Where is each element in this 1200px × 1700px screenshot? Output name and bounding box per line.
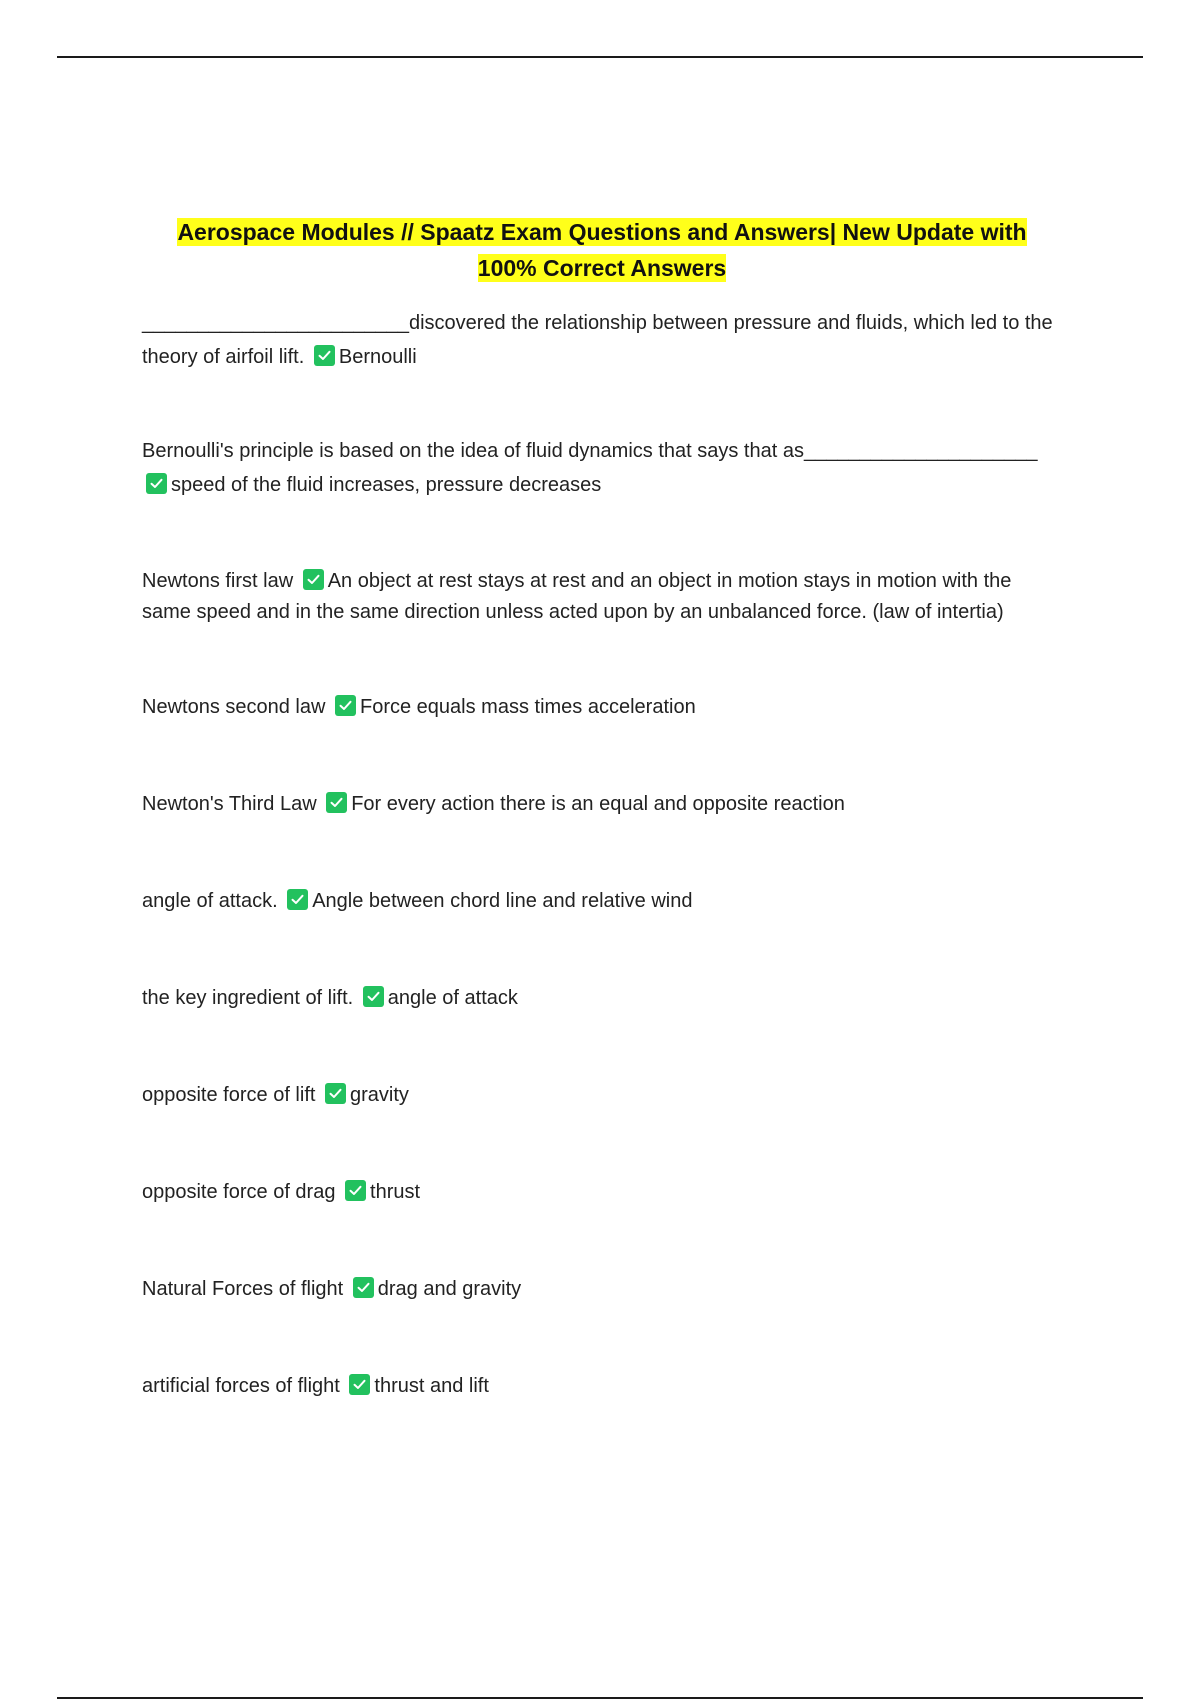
qa-item-8 (142, 1078, 1062, 1112)
footer-rule (57, 1697, 1143, 1699)
answer-text: thrust (370, 1181, 421, 1203)
question-text: ________________________discovered the relationship between pressure and fluids, which led to the theory of airfoil lift. (142, 312, 1053, 368)
check-icon (314, 345, 335, 366)
qa-item-10 (142, 1272, 1062, 1306)
header-rule (57, 56, 1143, 58)
qa-item-4 (142, 690, 1062, 724)
qa-item-5 (142, 787, 1062, 821)
check-icon (345, 1180, 366, 1201)
question-text: the key ingredient of lift. (142, 987, 354, 1009)
document-title (142, 214, 1062, 286)
answer-text: angle of attack (387, 987, 518, 1009)
answer-text: speed of the fluid increases, pressure decreases (171, 474, 602, 496)
qa-item-1 (142, 306, 1062, 374)
qa-item-2 (142, 434, 1062, 502)
title-line-1: Aerospace Modules // Spaatz Exam Questions and Answers| New Update with (177, 219, 1027, 245)
question-text: opposite force of drag (142, 1181, 336, 1203)
check-icon (303, 569, 324, 590)
question-text: artificial forces of flight (142, 1375, 340, 1397)
answer-text: thrust and lift (374, 1375, 489, 1397)
answer-text: For every action there is an equal and opposite reaction (351, 793, 845, 815)
answer-text: Angle between chord line and relative wind (312, 890, 693, 912)
title-line-2: 100% Correct Answers (477, 255, 727, 281)
check-icon (146, 473, 167, 494)
qa-item-7 (142, 981, 1062, 1015)
check-icon (326, 792, 347, 813)
qa-item-11 (142, 1369, 1062, 1403)
question-text: opposite force of lift (142, 1084, 316, 1106)
answer-text: Bernoulli (338, 346, 417, 368)
check-icon (353, 1277, 374, 1298)
check-icon (363, 986, 384, 1007)
qa-item-6 (142, 884, 1062, 918)
answer-text: drag and gravity (377, 1278, 522, 1300)
question-text: Newtons first law (142, 570, 294, 592)
answer-text: gravity (350, 1084, 409, 1106)
question-text: Natural Forces of flight (142, 1278, 344, 1300)
qa-item-9 (142, 1175, 1062, 1209)
check-icon (349, 1374, 370, 1395)
check-icon (287, 889, 308, 910)
question-text: Newtons second law (142, 696, 326, 718)
question-text: Bernoulli's principle is based on the idea of fluid dynamics that says that as_____________________ (142, 440, 1038, 462)
check-icon (325, 1083, 346, 1104)
qa-item-3 (142, 566, 1062, 628)
check-icon (335, 695, 356, 716)
answer-text: An object at rest stays at rest and an object in motion stays in motion with the same speed and in the same direction unless acted upon by an unbalanced force. (law of intertia) (142, 570, 1012, 623)
answer-text: Force equals mass times acceleration (360, 696, 696, 718)
question-text: Newton's Third Law (142, 793, 317, 815)
document-body (142, 214, 1062, 1403)
question-text: angle of attack. (142, 890, 278, 912)
